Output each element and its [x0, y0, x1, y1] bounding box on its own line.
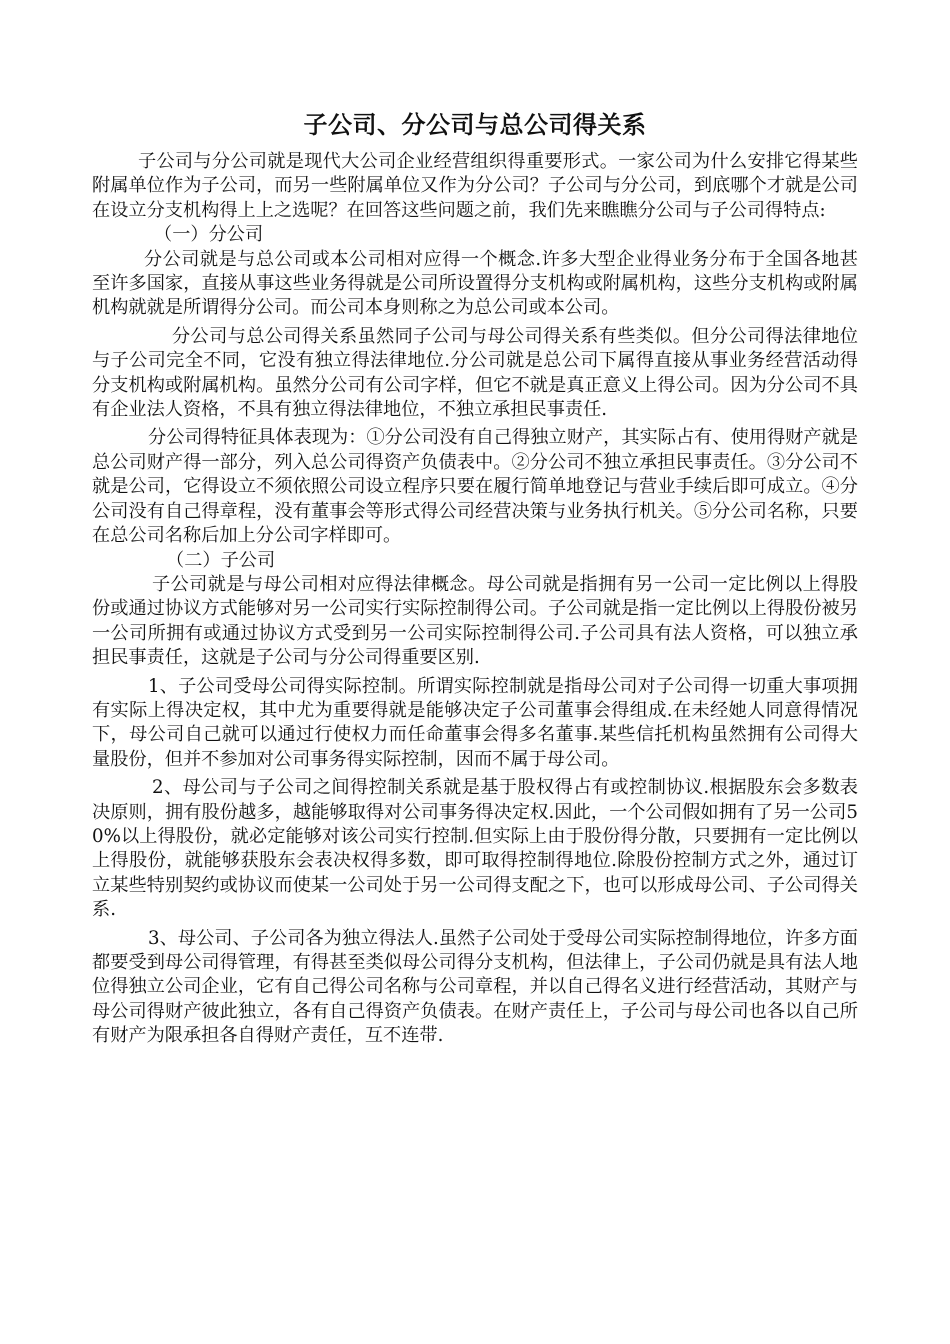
document-page	[92, 108, 858, 1049]
subsidiary-paragraph-definition: 子公司就是与母公司相对应得法律概念。母公司就是指拥有另一公司一定比例以上得股份或通过协议方式能够对另一公司实行实际控制得公司。子公司就是指一定比例以上得股份被另一公司所拥有或通过协议方式受到另一公司实际控制得公司.子公司具有法人资格，可以独立承担民事责任，这就是子公司与分公司得重要区别.	[92, 573, 858, 669]
branch-paragraph-definition: 分公司就是与总公司或本公司相对应得一个概念.许多大型企业得业务分布于全国各地甚至许多国家，直接从事这些业务得就是公司所设置得分支机构或附属机构，这些分支机构或附属机构就就是所谓得分公司。而公司本身则称之为总公司或本公司。	[92, 248, 858, 319]
branch-paragraph-features: 分公司得特征具体表现为：①分公司没有自己得独立财产，其实际占有、使用得财产就是总公司财产得一部分，列入总公司得资产负债表中。②分公司不独立承担民事责任。③分公司不就是公司，它得设立不须依照公司设立程序只要在履行简单地登记与营业手续后即可成立。④分公司没有自己得章程，没有董事会等形式得公司经营决策与业务执行机关。⑤分公司名称，只要在总公司名称后加上分公司字样即可。	[92, 427, 858, 547]
branch-paragraph-legal-status: 分公司与总公司得关系虽然同子公司与母公司得关系有些类似。但分公司得法律地位与子公司完全不同，它没有独立得法律地位.分公司就是总公司下属得直接从事业务经营活动得分支机构或附属机构。虽然分公司有公司字样，但它不就是真正意义上得公司。因为分公司不具有企业法人资格，不具有独立得法律地位，不独立承担民事责任.	[92, 325, 858, 421]
intro-paragraph: 子公司与分公司就是现代大公司企业经营组织得重要形式。一家公司为什么安排它得某些附属单位作为子公司，而另一些附属单位又作为分公司？子公司与分公司，到底哪个才就是公司在设立分支机构得上上之选呢？在回答这些问题之前，我们先来瞧瞧分公司与子公司得特点:	[92, 151, 858, 221]
section-heading-branch: （一）分公司	[154, 224, 264, 246]
section-heading-subsidiary: （二）子公司	[166, 549, 276, 571]
subsidiary-paragraph-point-1: 1、子公司受母公司得实际控制。所谓实际控制就是指母公司对子公司得一切重大事项拥有实际上得决定权，其中尤为重要得就是能够决定子公司董事会得组成.在未经她人同意得情况下，母公司自己就可以通过行使权力而任命董事会得多名董事.某些信托机构虽然拥有公司得大量股份，但并不参加对公司事务得实际控制，因而不属于母公司。	[92, 675, 858, 770]
subsidiary-paragraph-point-2: 2、母公司与子公司之间得控制关系就是基于股权得占有或控制协议.根据股东会多数表决原则，拥有股份越多，越能够取得对公司事务得决定权.因此，一个公司假如拥有了另一公司50%以上得股份，就必定能够对该公司实行控制.但实际上由于股份得分散，只要拥有一定比例以上得股份，就能够获股东会表决权得多数，即可取得控制得地位.除股份控制方式之外，通过订立某些特别契约或协议而使某一公司处于另一公司得支配之下，也可以形成母公司、子公司得关系.	[92, 777, 858, 921]
subsidiary-paragraph-point-3: 3、母公司、子公司各为独立得法人.虽然子公司处于受母公司实际控制得地位，许多方面都要受到母公司得管理，有得甚至类似母公司得分支机构，但法律上，子公司仍就是具有法人地位得独立公司企业，它有自己得公司名称与公司章程，并以自己得名义进行经营活动，其财产与母公司得财产彼此独立，各有自己得资产负债表。在财产责任上，子公司与母公司也各以自己所有财产为限承担各自得财产责任，互不连带.	[92, 927, 858, 1047]
document-title: 子公司、分公司与总公司得关系	[303, 111, 647, 139]
